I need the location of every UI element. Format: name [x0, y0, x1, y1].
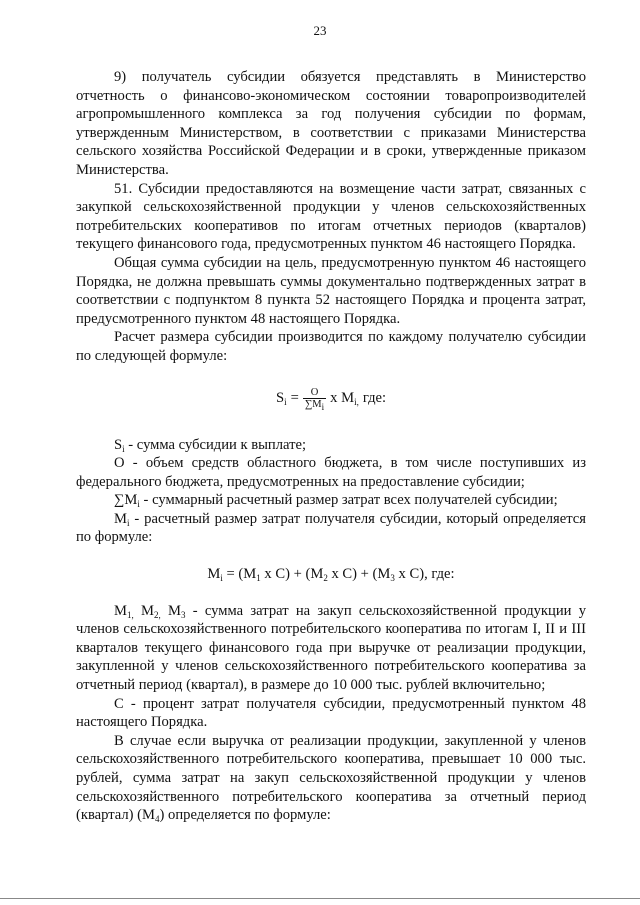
definition-si: $S_i$ - сумма субсидии к выплате;: [114, 436, 307, 454]
document-body: [76, 68, 586, 825]
page-bottom-edge: [0, 898, 640, 899]
definition-o: O - объем средств областного бюджета, в том числе поступивших из федерального бюджета, предусмотренных на предоставление субсидии;: [76, 455, 586, 490]
formula-subsidy: [76, 386, 586, 412]
formula-mi: $M_i = (M_1$ x $C) + (M_2$ x $C) + (M_3$ x C), где:: [207, 566, 455, 584]
paragraph-item-9: 9) получатель субсидии обязуется представлять в Министерство отчетность о финансово-экономическом состоянии товаропроизводителей агропромышленного комплекса за год получения субсидии по формам, утвержденным Министерством, в соответствии с приказами Министерства сельского хозяйства Российской Федерации и в сроки, утвержденные приказом Министерства.: [76, 69, 586, 178]
definition-mi: $M_i$ - расчетный размер затрат получателя субсидии, который определяется по формуле:: [76, 510, 586, 546]
paragraph-calculation-intro: Расчет размера субсидии производится по каждому получателю субсидии по следующей формуле:: [76, 329, 586, 364]
paragraph-51: 51. Субсидии предоставляются на возмещение части затрат, связанных с закупкой сельскохозяйственной продукции у членов сельскохозяйственных потребительских кооперативов по итогам отчетных периодов (кварталов) текущего финансового года, предусмотренных пунктом 46 настоящего Порядка.: [76, 180, 586, 253]
explanation-c: C - процент затрат получателя субсидии, предусмотренный пунктом 48 настоящего Порядка.: [76, 695, 586, 731]
paragraph-revenue-case: В случае если выручка от реализации продукции, закупленной у членов сельскохозяйственного потребительского кооператива, превышает 10 000 тыс. рублей, сумма затрат на закуп сельскохозяйственной продукции у членов сельскохозяйственного потребительского кооператива за отчетный период (квартал) $(M_4)$ определяется по формуле:: [76, 732, 586, 825]
formula-where: где:: [362, 390, 387, 407]
fraction-numerator: O: [310, 387, 319, 398]
formula-equals: =: [290, 390, 299, 407]
page-number: 23: [313, 23, 327, 38]
formula-lhs: $S_i$: [275, 390, 287, 408]
definition-sum-mi: $\sum M_i$ - суммарный расчетный размер затрат всех получателей субсидии;: [114, 492, 558, 510]
formula-multiplier: x $M_{i,}$: [330, 390, 359, 408]
formula-fraction: [303, 387, 326, 410]
explanation-m1-m3: $M_{1,}$ $M_{2,}$ $M_3$ - сумма затрат на закуп сельскохозяйственной продукции у членов сельскохозяйственного потребительского кооператива по итогам I, II и III кварталов текущего финансового года при выручке от реализации продукции, закупленной у членов сельскохозяйственного потребительского кооператива за отчетный период (квартал), в размере до 10 000 тыс. рублей включительно;: [76, 602, 587, 694]
fraction-denominator: $\sum M_i$: [304, 399, 325, 412]
paragraph-total-subsidy: Общая сумма субсидии на цель, предусмотренную пунктом 46 настоящего Порядка, не должна превышать суммы документально подтвержденных затрат в соответствии с подпунктом 8 пункта 52 настоящего Порядка и процента затрат, предусмотренного пунктом 48 настоящего Порядка.: [76, 254, 586, 327]
